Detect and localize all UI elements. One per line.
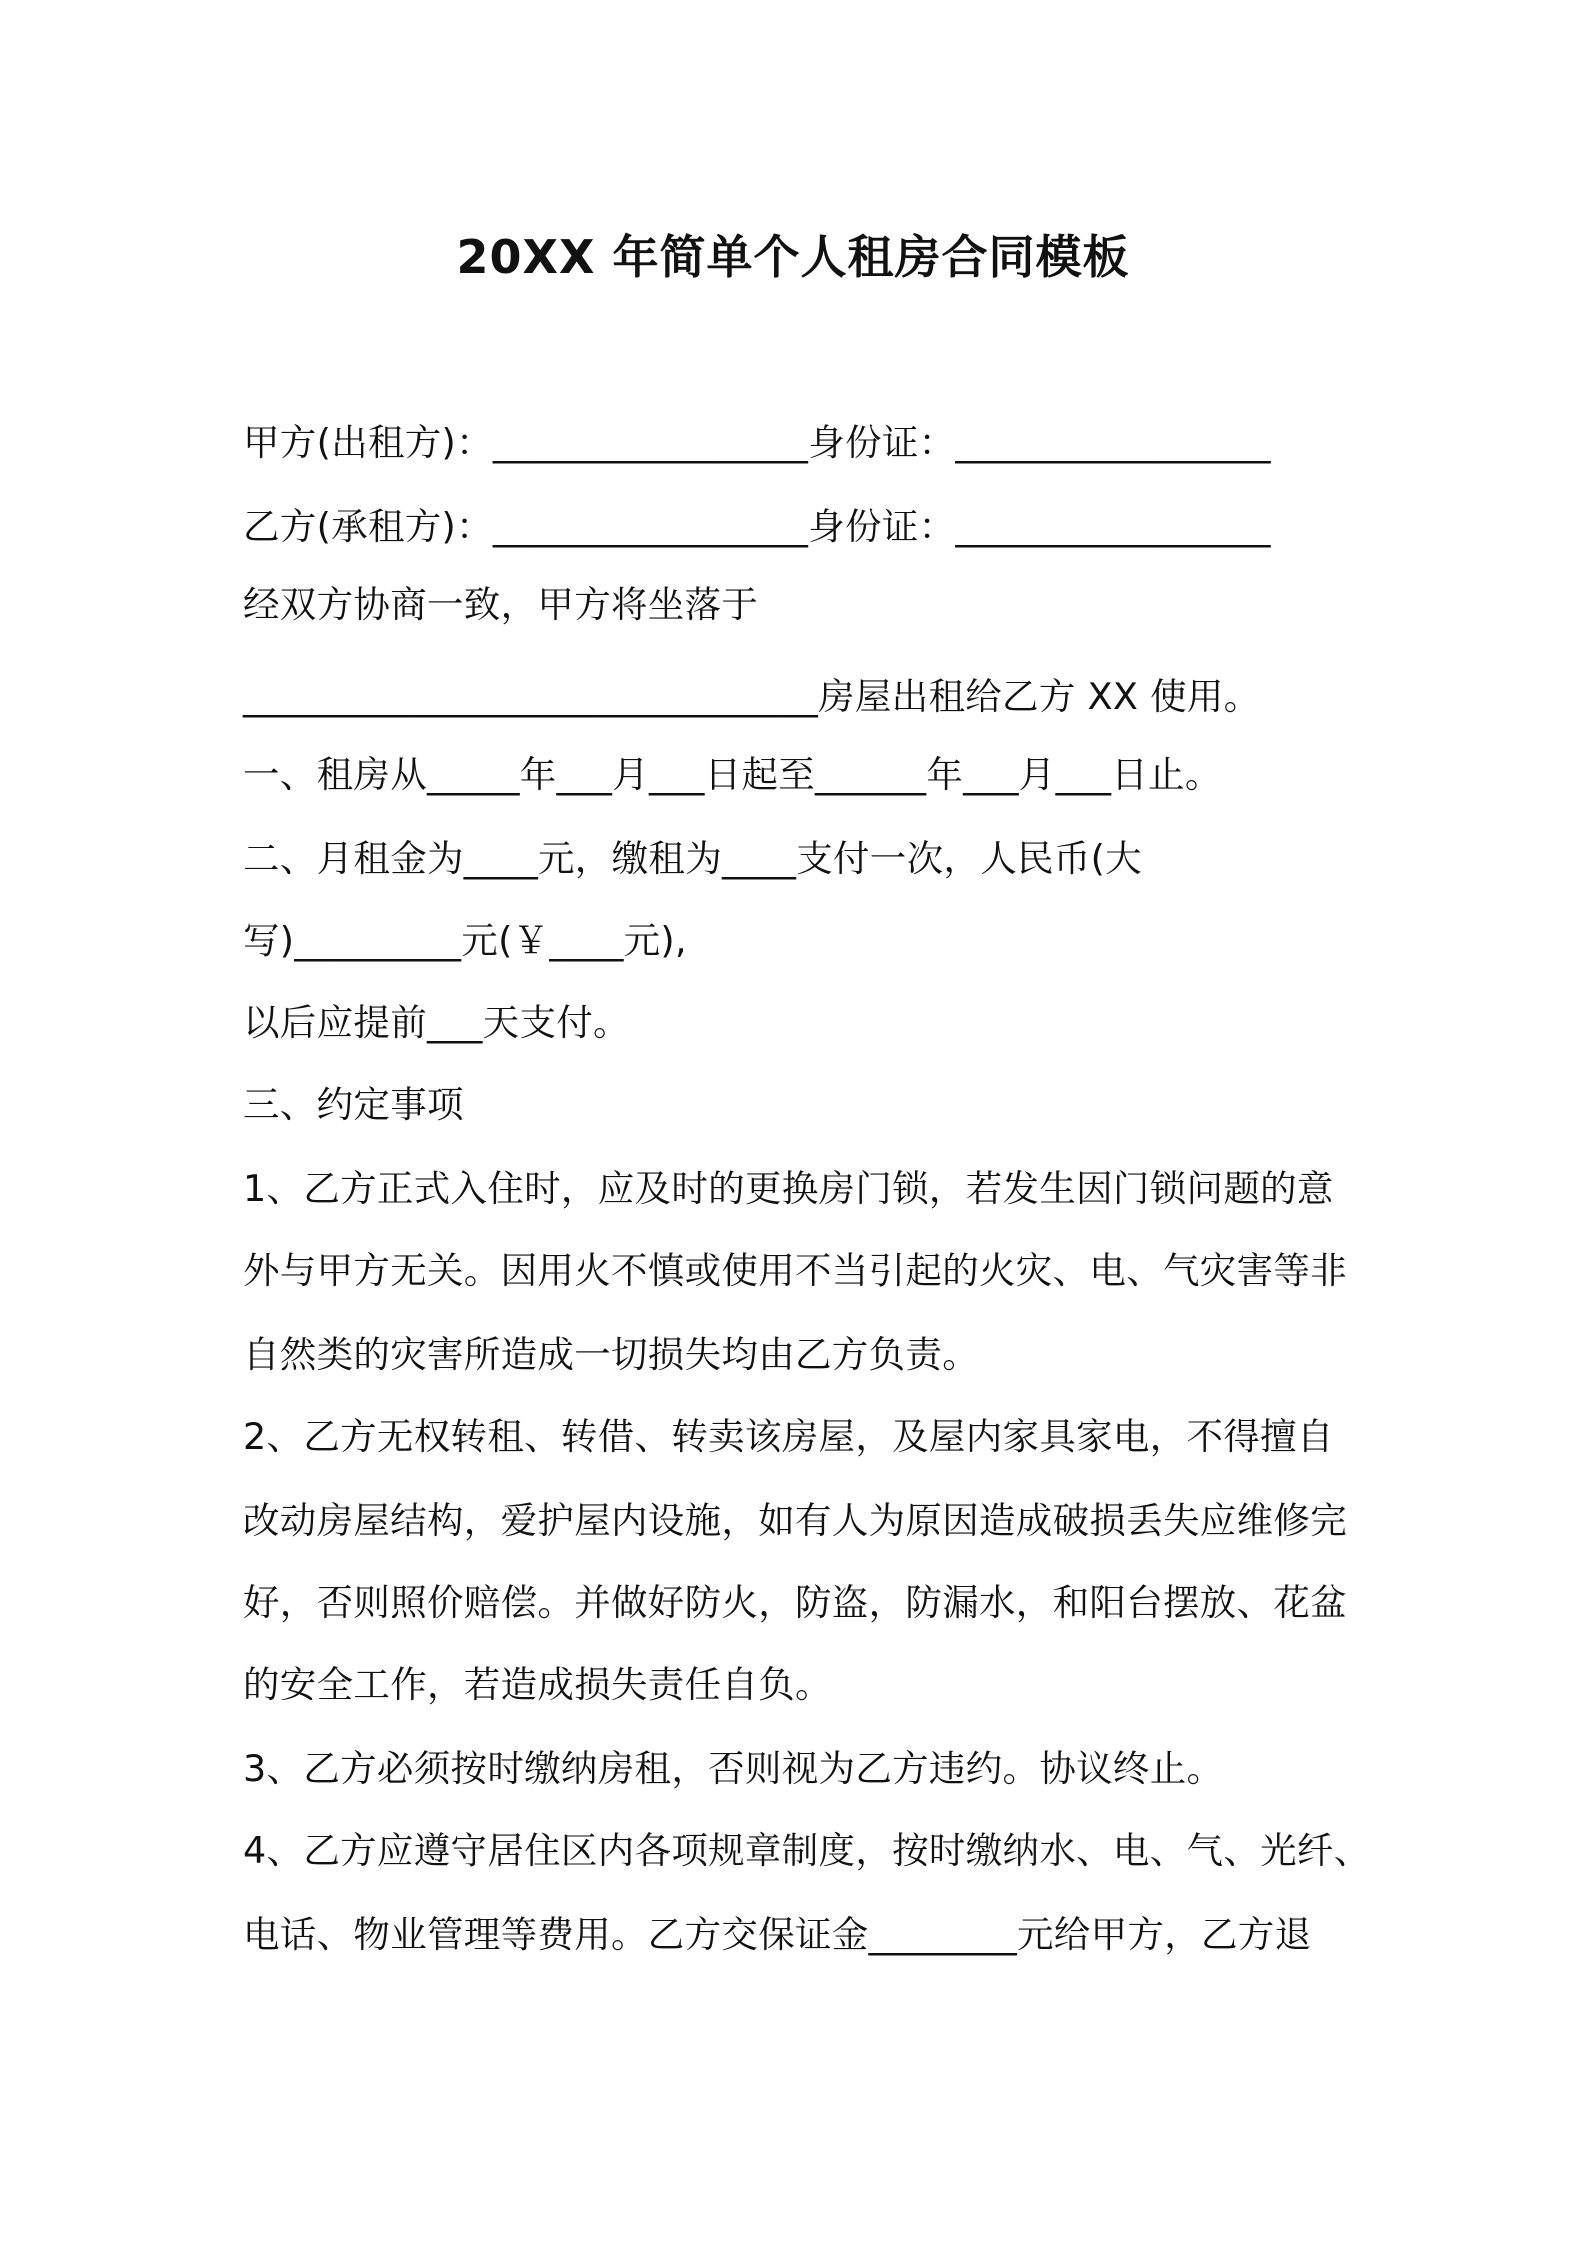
item-2-line-4: 的安全工作，若造成损失责任自负。 — [243, 1663, 832, 1706]
party-a-line: 甲方(出租方)：_________________身份证：_________________ — [243, 421, 1271, 464]
item-2-line-1: 2、乙方无权转租、转借、转卖该房屋，及屋内家具家电，不得擅自 — [243, 1415, 1334, 1458]
clause-two-rent: 二、月租金为____元，缴租为____支付一次，人民币(大 — [243, 837, 1142, 880]
agreement-intro-line: 经双方协商一致，甲方将坐落于 — [243, 583, 759, 626]
clause-two-amount: 写)_________元(￥____元), — [243, 919, 687, 962]
document-title: 20XX 年简单个人租房合同模板 — [456, 230, 1130, 284]
clause-one-term: 一、租房从_____年___月___日起至______年___月___日止。 — [243, 753, 1222, 796]
property-address-line: _______________________________房屋出租给乙方 XX 使用。 — [243, 675, 1261, 718]
item-2-line-2: 改动房屋结构，爱护屋内设施，如有人为原因造成破损丢失应维修完 — [243, 1499, 1347, 1542]
item-4-line-1: 4、乙方应遵守居住区内各项规章制度，按时缴纳水、电、气、光纤、 — [243, 1829, 1371, 1872]
item-3-line-1: 3、乙方必须按时缴纳房租，否则视为乙方违约。协议终止。 — [243, 1747, 1224, 1790]
party-b-line: 乙方(承租方)：_________________身份证：_________________ — [243, 505, 1271, 548]
item-4-line-2: 电话、物业管理等费用。乙方交保证金________元给甲方，乙方退 — [243, 1913, 1312, 1956]
clause-three-heading: 三、约定事项 — [243, 1083, 464, 1126]
item-1-line-1: 1、乙方正式入住时，应及时的更换房门锁，若发生因门锁问题的意 — [243, 1167, 1334, 1210]
item-1-line-2: 外与甲方无关。因用火不慎或使用不当引起的火灾、电、气灾害等非 — [243, 1249, 1347, 1292]
item-1-line-3: 自然类的灾害所造成一切损失均由乙方负责。 — [243, 1333, 979, 1376]
clause-two-payment: 以后应提前___天支付。 — [243, 1001, 630, 1044]
item-2-line-3: 好，否则照价赔偿。并做好防火，防盗，防漏水，和阳台摆放、花盆 — [243, 1581, 1347, 1624]
